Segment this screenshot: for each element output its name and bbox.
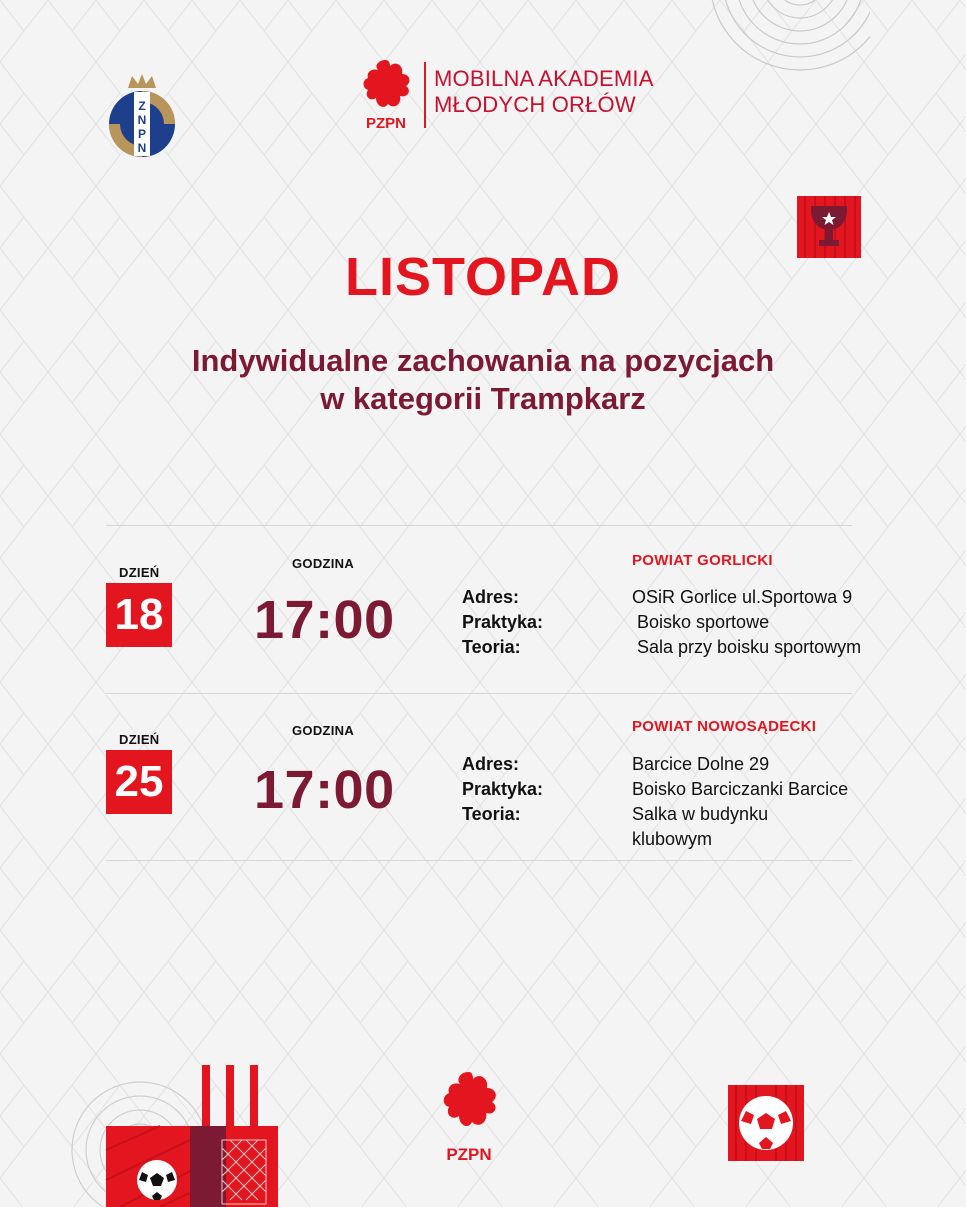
schedule-divider xyxy=(106,693,852,694)
pzpn-eagle-icon xyxy=(356,56,416,132)
day-number: 18 xyxy=(106,583,172,647)
address-key: Adres: xyxy=(462,754,520,774)
svg-text:P: P xyxy=(137,127,147,141)
goal-net-icon xyxy=(30,1040,290,1207)
pzpn-top-label: PZPN xyxy=(365,115,407,132)
address-key: Adres: xyxy=(462,587,520,607)
header-divider xyxy=(424,62,426,128)
academy-name xyxy=(434,66,654,118)
practice-key: Praktyka: xyxy=(462,612,544,632)
hour-label: GODZINA xyxy=(292,556,355,571)
address-value: OSiR Gorlice ul.Sportowa 9 xyxy=(632,587,853,607)
svg-text:N: N xyxy=(137,141,147,155)
day-label: DZIEŃ xyxy=(119,565,160,580)
practice-key: Praktyka: xyxy=(462,779,544,799)
theory-key: Teoria: xyxy=(462,637,521,657)
svg-text:N: N xyxy=(137,113,147,127)
session-keys xyxy=(462,585,543,660)
district-name: POWIAT GORLICKI xyxy=(632,552,773,569)
pzpn-eagle-icon xyxy=(438,1068,500,1168)
address-value: Barcice Dolne 29 xyxy=(632,754,770,774)
theory-value: Sala przy boisku sportowym xyxy=(632,637,862,657)
subtitle-line1: Indywidualne zachowania na pozycjach xyxy=(191,343,775,378)
workshop-subtitle xyxy=(0,342,966,418)
academy-name-line2: MŁODYCH ORŁÓW xyxy=(434,92,636,117)
session-keys xyxy=(462,752,543,827)
session-values xyxy=(632,752,872,852)
theory-value: Salka w budynku klubowym xyxy=(632,804,774,849)
district-name: POWIAT NOWOSĄDECKI xyxy=(632,718,817,735)
day-number: 25 xyxy=(106,750,172,814)
day-label: DZIEŃ xyxy=(119,732,160,747)
theory-key: Teoria: xyxy=(462,804,521,824)
month-title: LISTOPAD xyxy=(344,247,622,307)
football-icon xyxy=(728,1085,804,1161)
session-time: 17:00 xyxy=(254,760,395,820)
schedule-divider xyxy=(106,860,852,861)
hour-label: GODZINA xyxy=(292,723,355,738)
academy-name-line1: MOBILNA AKADEMIA xyxy=(434,66,654,91)
svg-text:Z: Z xyxy=(138,99,146,113)
znpn-crest-icon xyxy=(106,72,178,162)
practice-value: Boisko Barciczanki Barcice xyxy=(632,779,849,799)
schedule-divider xyxy=(106,525,852,526)
pzpn-bottom-label: PZPN xyxy=(446,1145,492,1164)
subtitle-line2: w kategorii Trampkarz xyxy=(320,381,646,416)
session-time: 17:00 xyxy=(254,590,395,650)
practice-value: Boisko sportowe xyxy=(632,612,770,632)
decorative-arcs xyxy=(700,0,870,90)
football-icon xyxy=(137,1160,177,1200)
session-values xyxy=(632,585,882,660)
